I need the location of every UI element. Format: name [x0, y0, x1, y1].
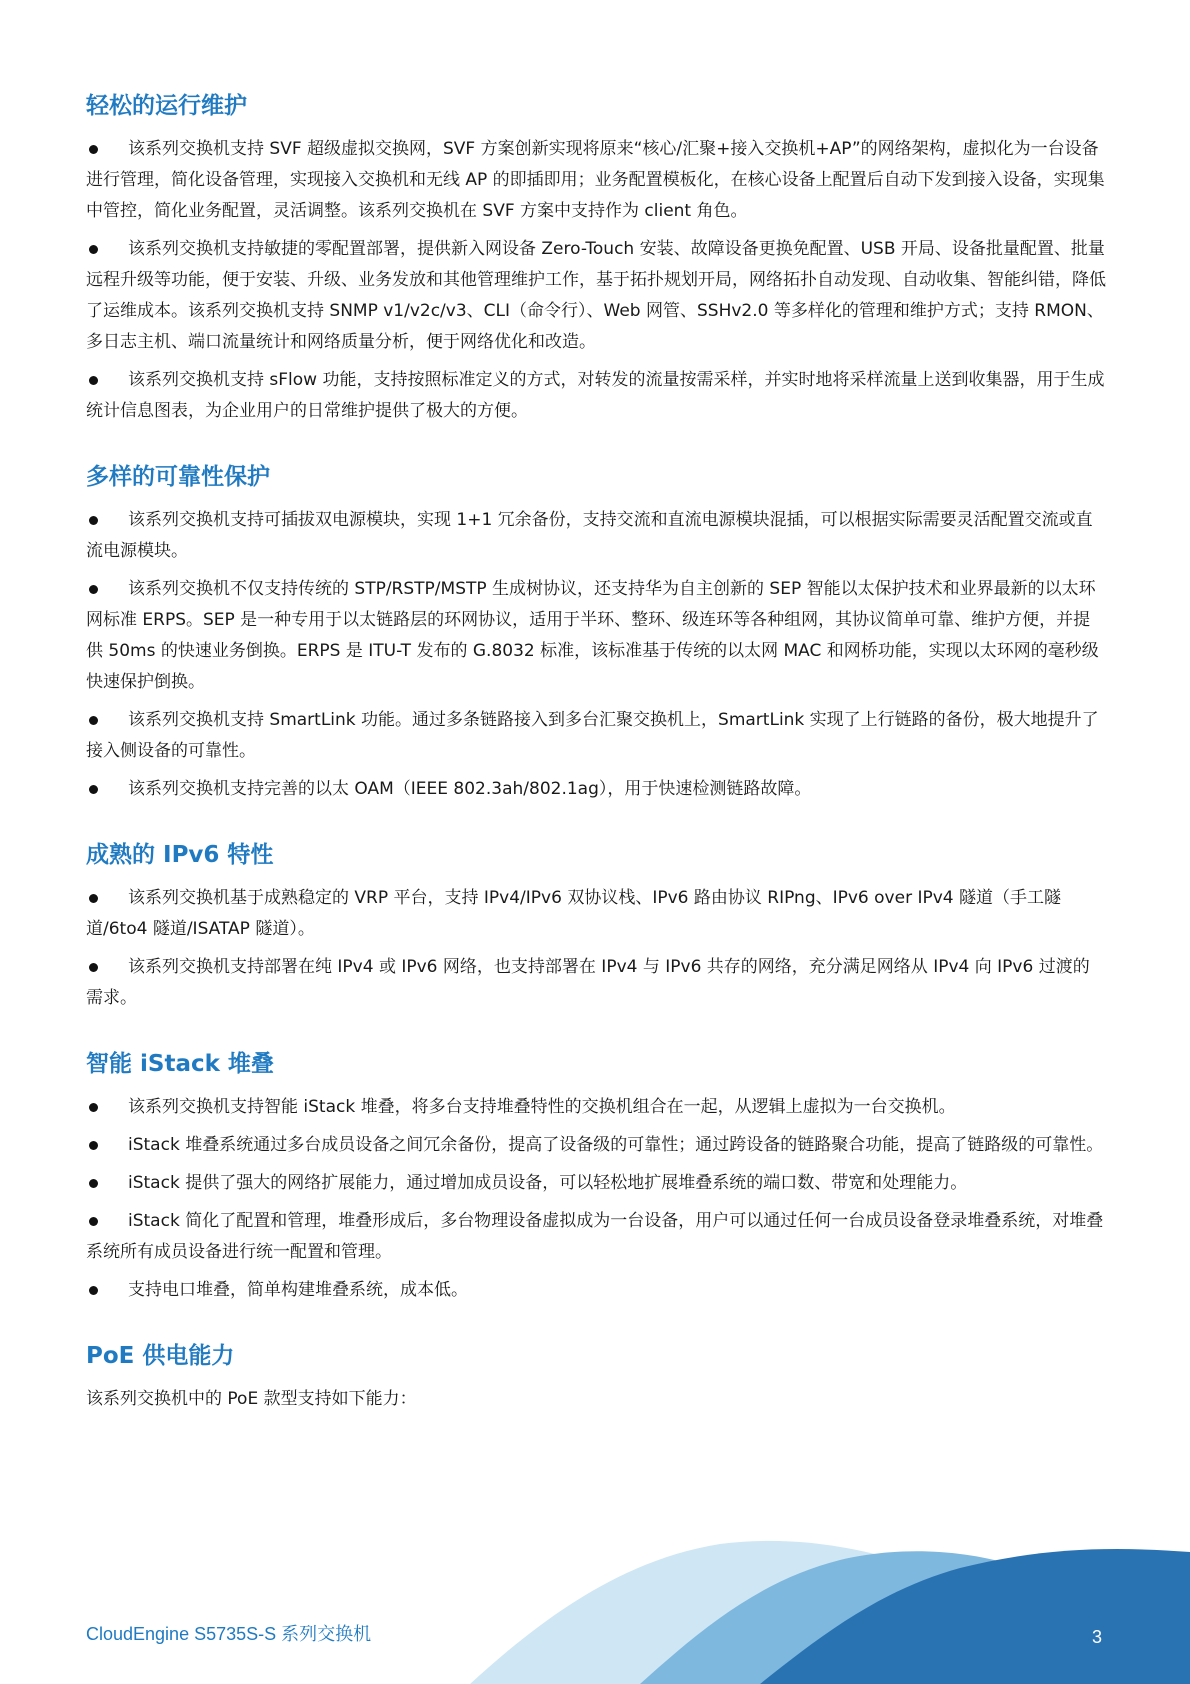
bullet-dot-icon	[89, 785, 98, 794]
document-body	[86, 86, 1106, 1445]
section-istack	[86, 1044, 1106, 1306]
bullet-dot-icon	[89, 1141, 98, 1150]
section-heading: 成熟的 IPv6 特性	[86, 842, 274, 868]
bullet-dot-icon	[89, 1217, 98, 1226]
bullet-item: 支持电口堆叠，简单构建堆叠系统，成本低。	[86, 1275, 1106, 1306]
section-heading: PoE 供电能力	[86, 1343, 235, 1369]
bullet-dot-icon	[89, 585, 98, 594]
bullet-dot-icon	[89, 716, 98, 725]
bullet-item: 该系列交换机支持完善的以太 OAM（IEEE 802.3ah/802.1ag），用于快速检测链路故障。	[86, 774, 1106, 805]
bullet-item: iStack 堆叠系统通过多台成员设备之间冗余备份，提高了设备级的可靠性；通过跨设备的链路聚合功能，提高了链路级的可靠性。	[86, 1130, 1106, 1161]
bullet-item: 该系列交换机支持智能 iStack 堆叠，将多台支持堆叠特性的交换机组合在一起，从逻辑上虚拟为一台交换机。	[86, 1092, 1106, 1123]
bullet-dot-icon	[89, 145, 98, 154]
bullet-dot-icon	[89, 963, 98, 972]
bullet-item: iStack 简化了配置和管理，堆叠形成后，多台物理设备虚拟成为一台设备，用户可以通过任何一台成员设备登录堆叠系统，对堆叠系统所有成员设备进行统一配置和管理。	[86, 1211, 1104, 1262]
bullet-dot-icon	[89, 894, 98, 903]
bullet-item: 该系列交换机支持可插拔双电源模块，实现 1+1 冗余备份，支持交流和直流电源模块混插，可以根据实际需要灵活配置交流或直流电源模块。	[86, 510, 1093, 561]
bullet-dot-icon	[89, 245, 98, 254]
bullet-dot-icon	[89, 1286, 98, 1295]
section-heading: 智能 iStack 堆叠	[86, 1051, 274, 1077]
section-heading: 多样的可靠性保护	[86, 464, 270, 490]
section-operation-maintenance	[86, 86, 1106, 427]
footer-product-title: CloudEngine S5735S-S 系列交换机	[86, 1624, 372, 1644]
bullet-item: 该系列交换机支持 SVF 超级虚拟交换网，SVF 方案创新实现将原来“核心/汇聚+接入交换机+AP”的网络架构，虚拟化为一台设备进行管理，简化设备管理，实现接入交换机和无线 AP 的即插即用；业务配置模板化，在核心设备上配置后自动下发到接入设备，实现集中管控，简化业务配置，灵活调整。该系列交换机在 SVF 方案中支持作为 client 角色。	[86, 139, 1105, 221]
bullet-item: 该系列交换机基于成熟稳定的 VRP 平台，支持 IPv4/IPv6 双协议栈、IPv6 路由协议 RIPng、IPv6 over IPv4 隧道（手工隧道/6to4 隧道/ISATAP 隧道）。	[86, 888, 1062, 939]
bullet-item: 该系列交换机不仅支持传统的 STP/RSTP/MSTP 生成树协议，还支持华为自主创新的 SEP 智能以太保护技术和业界最新的以太环网标准 ERPS。SEP 是一种专用于以太链路层的环网协议，适用于半环、整环、级连环等各种组网，其协议简单可靠、维护方便，并提供 50ms 的快速业务倒换。ERPS 是 ITU-T 发布的 G.8032 标准，该标准基于传统的以太网 MAC 和网桥功能，实现以太环网的毫秒级快速保护倒换。	[86, 579, 1099, 692]
footer-wave-decoration	[0, 1540, 1190, 1684]
section-ipv6	[86, 835, 1106, 1014]
section-reliability	[86, 457, 1106, 805]
bullet-item: iStack 提供了强大的网络扩展能力，通过增加成员设备，可以轻松地扩展堆叠系统的端口数、带宽和处理能力。	[86, 1168, 1106, 1199]
section-heading: 轻松的运行维护	[86, 93, 247, 119]
section-poe	[86, 1336, 1106, 1415]
page-number: 3	[1092, 1627, 1103, 1647]
bullet-item: 该系列交换机支持 sFlow 功能，支持按照标准定义的方式，对转发的流量按需采样，并实时地将采样流量上送到收集器，用于生成统计信息图表，为企业用户的日常维护提供了极大的方便。	[86, 370, 1105, 421]
bullet-dot-icon	[89, 1103, 98, 1112]
bullet-item: 该系列交换机支持 SmartLink 功能。通过多条链路接入到多台汇聚交换机上，SmartLink 实现了上行链路的备份，极大地提升了接入侧设备的可靠性。	[86, 710, 1099, 761]
bullet-dot-icon	[89, 376, 98, 385]
bullet-dot-icon	[89, 516, 98, 525]
bullet-item: 该系列交换机支持敏捷的零配置部署，提供新入网设备 Zero-Touch 安装、故障设备更换免配置、USB 开局、设备批量配置、批量远程升级等功能，便于安装、升级、业务发放和其他管理维护工作，基于拓扑规划开局，网络拓扑自动发现、自动收集、智能纠错，降低了运维成本。该系列交换机支持 SNMP v1/v2c/v3、CLI（命令行）、Web 网管、SSHv2.0 等多样化的管理和维护方式；支持 RMON、多日志主机、端口流量统计和网络质量分析，便于网络优化和改造。	[86, 239, 1106, 352]
section-paragraph: 该系列交换机中的 PoE 款型支持如下能力：	[86, 1389, 417, 1409]
bullet-dot-icon	[89, 1179, 98, 1188]
bullet-item: 该系列交换机支持部署在纯 IPv4 或 IPv6 网络，也支持部署在 IPv4 与 IPv6 共存的网络，充分满足网络从 IPv4 向 IPv6 过渡的需求。	[86, 957, 1090, 1008]
